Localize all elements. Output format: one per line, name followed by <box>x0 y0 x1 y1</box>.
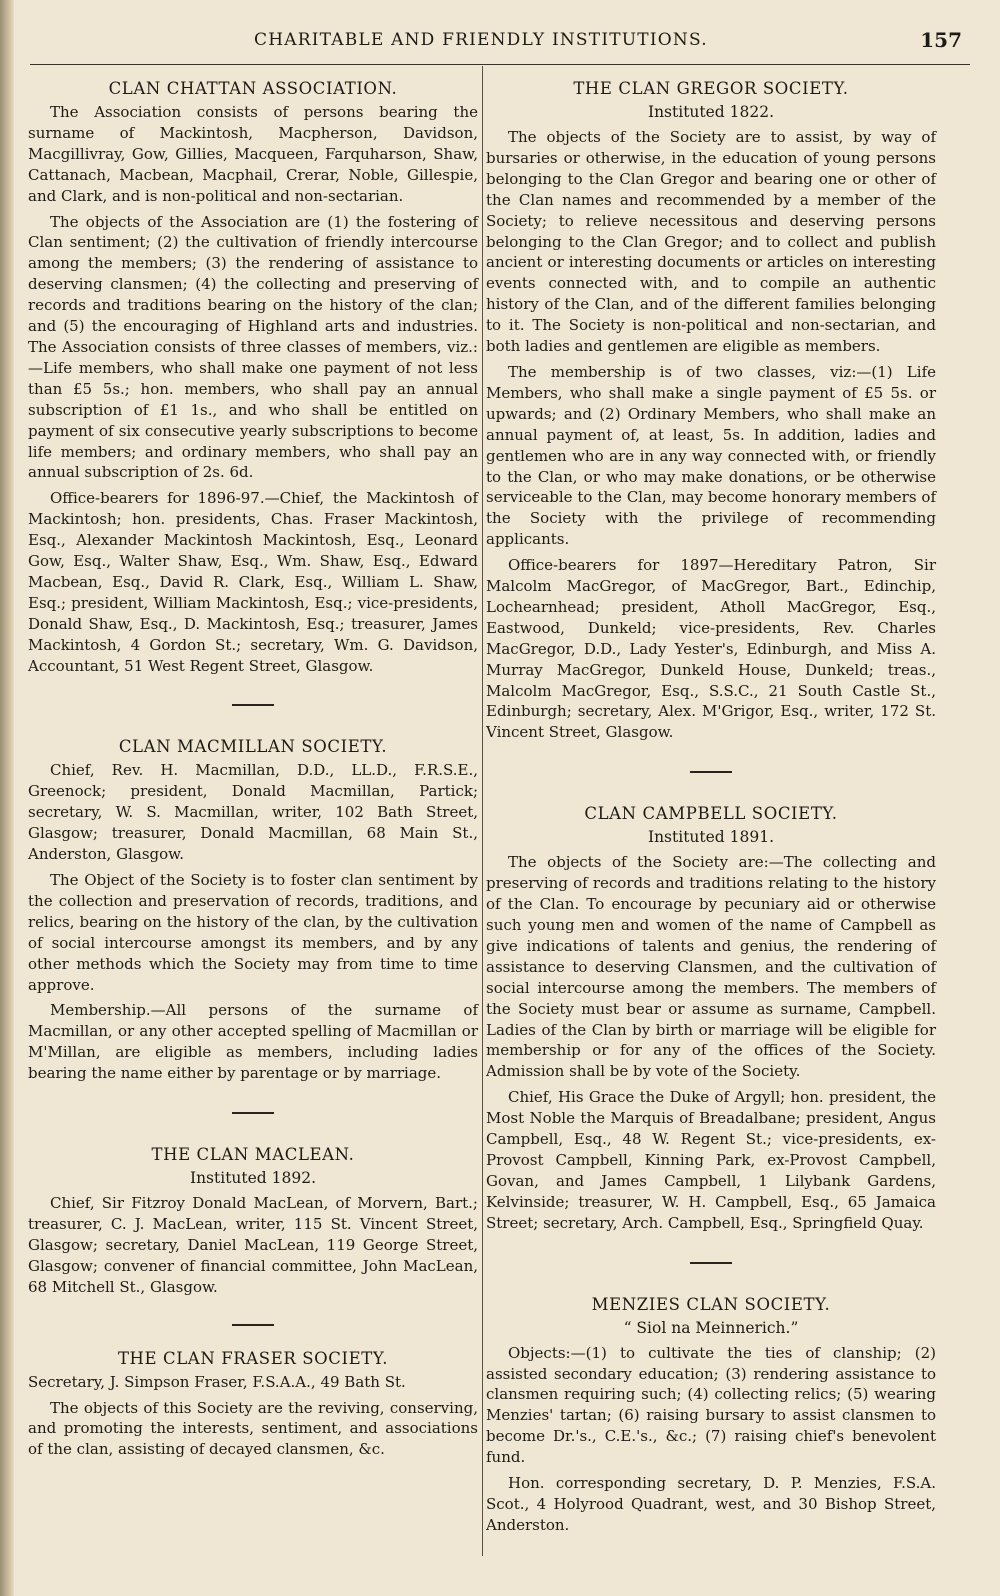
section-title: CLAN CAMPBELL SOCIETY. <box>584 804 838 824</box>
section-title: THE CLAN GREGOR SOCIETY. <box>573 79 849 98</box>
paragraph: The objects of this Society are the reviving, conserving, and promoting the interests, sentiment, and associations of the clan, assisting of decayed clansmen, &c. <box>28 1398 478 1459</box>
section-subtitle: “ Siol na Meinnerich.” <box>623 1318 799 1337</box>
column-divider <box>482 66 483 1556</box>
paragraph: The membership is of two classes, viz:—(1) Life Members, who shall make a single payment of £5 5s. or upwards; and (2) Ordinary Members, who shall make an annual payment of, at least, 5s. In addition, ladies and gentlemen who are in any way connected with, or friendly to the Clan, or who may make donations, or be otherwise serviceable to the Clan, may become honorary members of the Society with the privilege of recommending applicants. <box>486 362 936 549</box>
section-clan-fraser <box>28 1348 478 1461</box>
section-divider <box>690 771 732 773</box>
section-clan-chattan <box>28 78 478 676</box>
left-column <box>28 72 478 1465</box>
paragraph: Chief, Rev. H. Macmillan, D.D., LL.D., F.R.S.E., Greenock; president, Donald Macmillan, Partick; secretary, W. S. Macmillan, writer, 102 Bath Street, Glasgow; treasurer, Donald Macmillan, 68 Main St., Anderston, Glasgow. <box>28 761 478 864</box>
section-subtitle: Instituted 1822. <box>647 103 775 121</box>
section-clan-maclean <box>28 1144 478 1298</box>
header-rule <box>30 64 970 65</box>
section-title: CLAN MACMILLAN SOCIETY. <box>118 737 388 757</box>
section-subtitle: Instituted 1891. <box>647 828 775 847</box>
paragraph: Membership.—All persons of the surname of Macmillan, or any other accepted spelling of Macmillan or M'Millan, are eligible as members, including ladies bearing the name either by parentage or by marriage. <box>28 1001 478 1083</box>
paragraph: Chief, His Grace the Duke of Argyll; hon. president, the Most Noble the Marquis of Breadalbane; president, Angus Campbell, Esq., 48 W. Regent St.; vice-presidents, ex-Provost Campbell, Kinning Park, ex-Provost Campbell, Govan, and James Campbell, 1 Lilybank Gardens, Kelvinside; treasurer, W. H. Campbell, Esq., 65 Jamaica Street; secretary, Arch. Campbell, Esq., Springfield Quay. <box>486 1088 936 1232</box>
section-title: THE CLAN FRASER SOCIETY. <box>117 1348 389 1368</box>
section-clan-gregor <box>486 78 936 743</box>
paragraph: Chief, Sir Fitzroy Donald MacLean, of Morvern, Bart.; treasurer, C. J. MacLean, writer, 115 St. Vincent Street, Glasgow; secretary, Daniel MacLean, 119 George Street, Glasgow; convener of financial committee, John MacLean, 68 Mitchell St., Glasgow. <box>28 1194 478 1296</box>
section-title: THE CLAN MACLEAN. <box>151 1145 355 1165</box>
section-divider <box>690 1262 732 1264</box>
paragraph: Secretary, J. Simpson Fraser, F.S.A.A., 49 Bath St. <box>28 1372 406 1391</box>
section-title: CLAN CHATTAN ASSOCIATION. <box>108 79 398 98</box>
paragraph: The objects of the Society are:—The collecting and preserving of records and traditions relating to the history of the Clan. To encourage by pecuniary aid or otherwise such young men and women of the name of Campbell as give indications of talents and genius, the rendering of assistance to deserving Clansmen, and the cultivation of social intercourse among the members. The members of the Society must bear or assume as surname, Campbell. Ladies of the Clan by birth or marriage will be eligible for membership or for any of the offices of the Society. Admission shall be by vote of the Society. <box>486 853 936 1081</box>
section-clan-macmillan <box>28 736 478 1084</box>
section-divider <box>232 704 274 706</box>
paragraph: The objects of the Society are to assist, by way of bursaries or otherwise, in the education of young persons belonging to the Clan Gregor and bearing one or other of the Clan names and recommended by a member of the Society; to relieve necessitous and deserving persons belonging to the Clan Gregor; and to collect and publish ancient or interesting documents or articles on interesting events connected with, and to compile an authentic history of the Clan, and of the different families belonging to it. The Society is non-political and non-sectarian, and both ladies and gentlemen are eligible as members. <box>486 128 936 356</box>
paragraph: Office-bearers for 1896-97.—Chief, the Mackintosh of Mackintosh; hon. presidents, Chas. Fraser Mackintosh, Esq., Alexander Mackintosh Mackintosh, Esq., Leonard Gow, Esq., Walter Shaw, Esq., Wm. Shaw, Esq., Edward Macbean, Esq., David R. Clark, Esq., William L. Shaw, Esq.; president, William Mackintosh, Esq.; vice-presidents, Donald Shaw, Esq., D. Mackintosh, Esq.; treasurer, James Mackintosh, 4 Gordon St.; secretary, Wm. G. Davidson, Accountant, 51 West Regent Street, Glasgow. <box>28 489 478 675</box>
book-spine-shadow <box>0 0 14 1596</box>
section-clan-campbell <box>486 803 936 1233</box>
paragraph: Office-bearers for 1897—Hereditary Patron, Sir Malcolm MacGregor, of MacGregor, Bart., Edinchip, Lochearnhead; president, Atholl MacGregor, Esq., Eastwood, Dunkeld; vice-presidents, Rev. Charles MacGregor, D.D., Lady Yester's, Edinburgh, and Miss A. Murray MacGregor, Dunkeld House, Dunkeld; treas., Malcolm MacGregor, Esq., S.S.C., 21 South Castle St., Edinburgh; secretary, Alex. M'Grigor, Esq., writer, 172 St. Vincent Street, Glasgow. <box>486 556 936 742</box>
section-menzies-clan <box>486 1294 936 1536</box>
paragraph: Objects:—(1) to cultivate the ties of clanship; (2) assisted secondary education; (3) rendering assistance to clansmen requiring such; (4) collecting relics; (5) wearing Menzies' tartan; (6) raising bursary to assist clansmen to become Dr.'s., C.E.'s., &c.; (7) raising chief's benevolent fund. <box>486 1343 936 1467</box>
paragraph: The Object of the Society is to foster clan sentiment by the collection and preservation of records, traditions, and relics, bearing on the history of the clan, by the cultivation of social intercourse amongst its members, and by any other methods which the Society may from time to time approve. <box>28 871 478 994</box>
page <box>22 0 982 1596</box>
section-title: MENZIES CLAN SOCIETY. <box>591 1294 831 1314</box>
section-divider <box>232 1324 274 1326</box>
right-column <box>486 72 936 1541</box>
section-subtitle: Instituted 1892. <box>189 1169 317 1188</box>
paragraph: The objects of the Association are (1) the fostering of Clan sentiment; (2) the cultivation of friendly intercourse among the members; (3) the rendering of assistance to deserving clansmen; (4) the collecting and preserving of records and traditions bearing on the history of the clan; and (5) the encouraging of Highland arts and industries. The Association consists of three classes of members, viz.:—Life members, who shall make one payment of not less than £5 5s.; hon. members, who shall pay an annual subscription of £1 1s., and who shall be entitled on payment of six consecutive yearly subscriptions to become life members; and ordinary members, who shall pay an annual subscription of 2s. 6d. <box>28 212 478 482</box>
running-title: CHARITABLE AND FRIENDLY INSTITUTIONS. <box>254 30 708 50</box>
paragraph: Hon. corresponding secretary, D. P. Menzies, F.S.A. Scot., 4 Holyrood Quadrant, west, and 30 Bishop Street, Anderston. <box>486 1474 936 1534</box>
running-head <box>22 28 982 60</box>
page-number: 157 <box>920 28 962 52</box>
section-divider <box>232 1112 274 1114</box>
paragraph: The Association consists of persons bearing the surname of Mackintosh, Macpherson, Davidson, Macgillivray, Gow, Gillies, Macqueen, Farquharson, Shaw, Cattanach, Macbean, Macphail, Crerar, Noble, Gillespie, and Clark, and is non-political and non-sectarian. <box>28 103 478 205</box>
